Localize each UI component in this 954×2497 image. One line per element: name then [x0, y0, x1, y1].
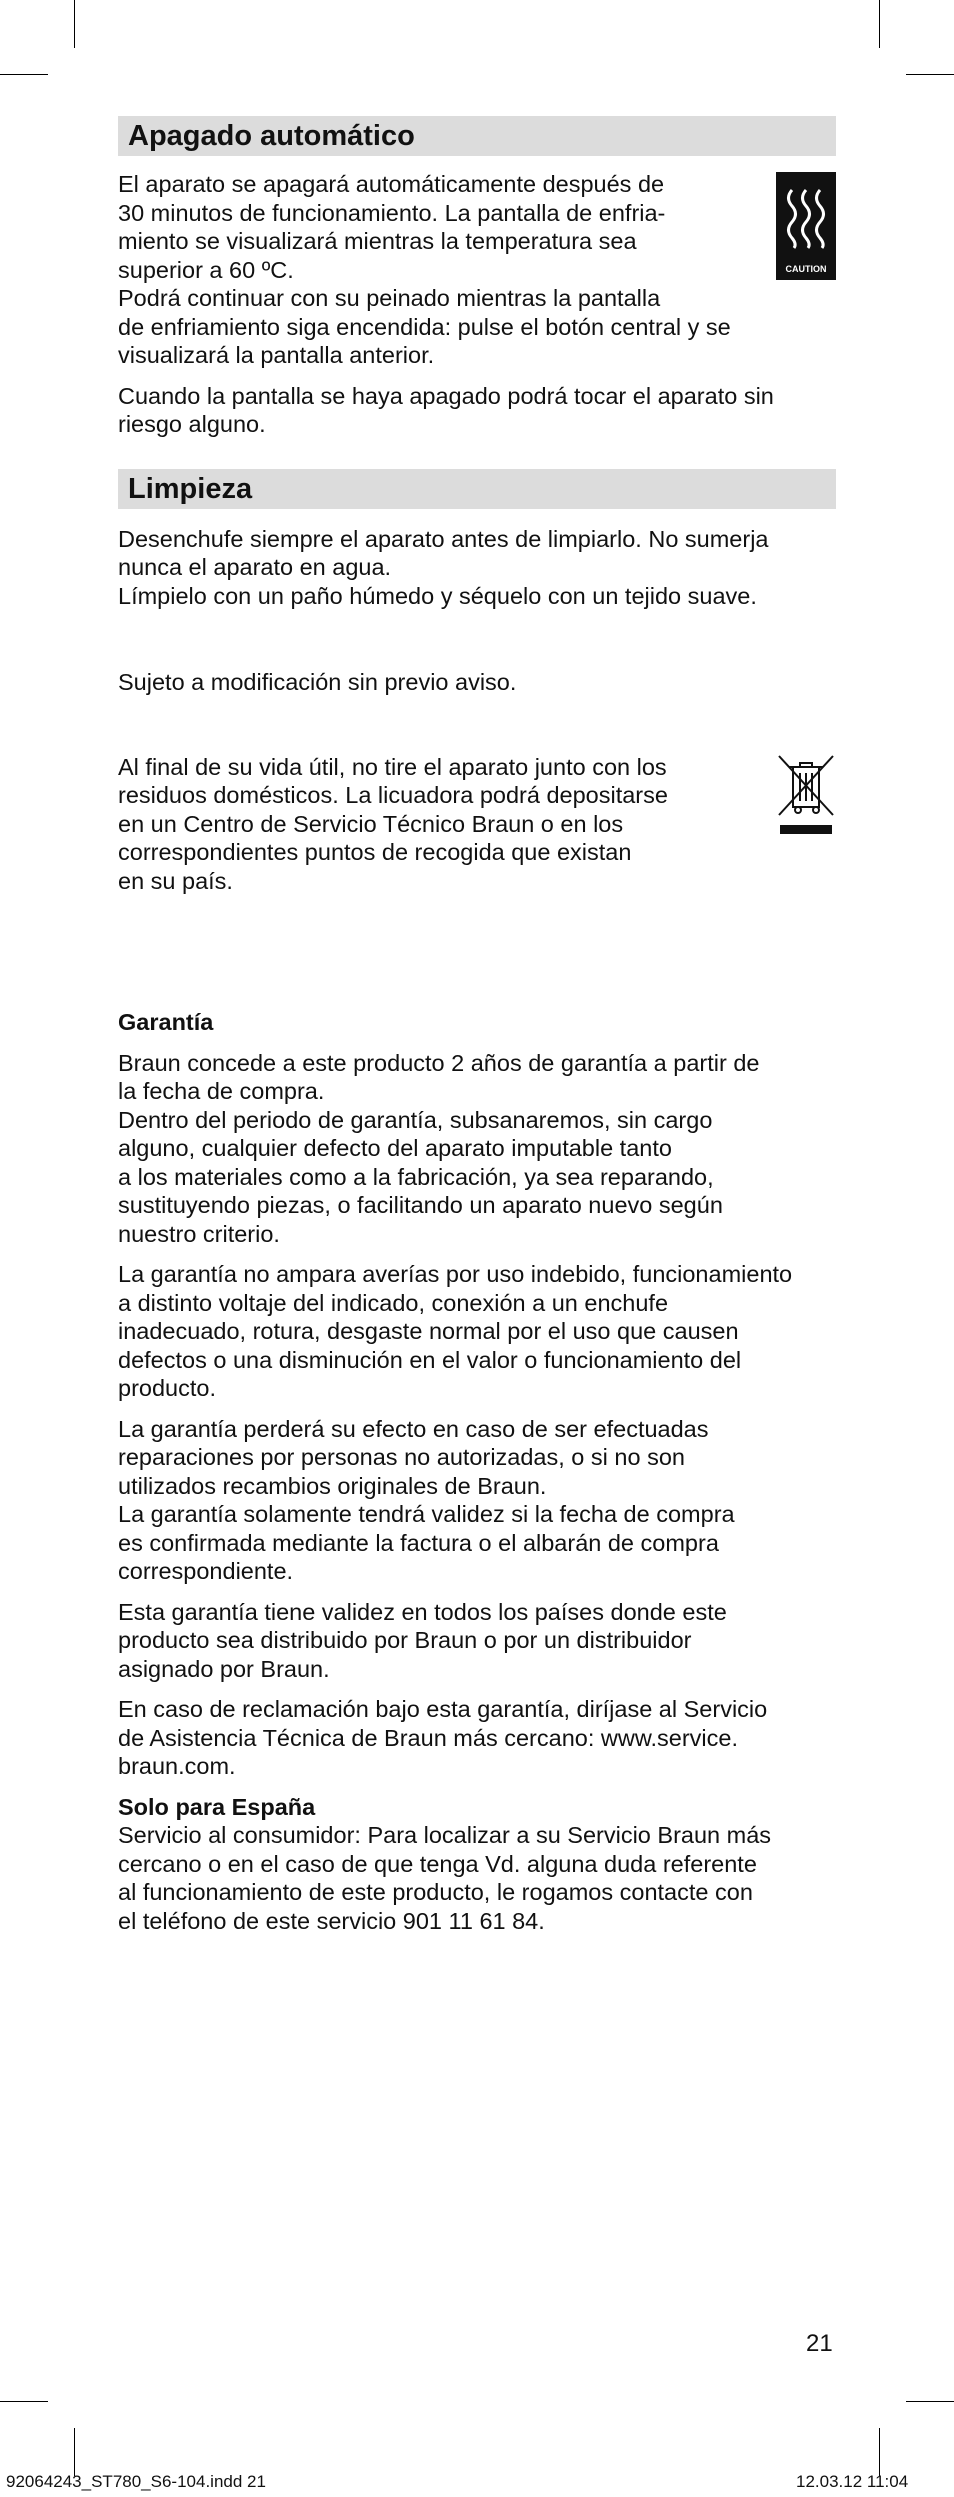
text-line: Al final de su vida útil, no tire el aparato junto con los: [118, 753, 667, 780]
crop-mark: [906, 74, 954, 75]
change-notice: Sujeto a modificación sin previo aviso.: [118, 669, 517, 695]
text-line: El aparato se apagará automáticamente después de: [118, 171, 665, 197]
spain-heading: Solo para España: [118, 1793, 316, 1820]
disposal-section: [118, 753, 836, 896]
crop-mark: [0, 2401, 48, 2402]
slug-file-info: 92064243_ST780_S6-104.indd 21: [6, 2472, 266, 2491]
text-line: superior a 60 ºC.: [118, 256, 294, 283]
text-line: a los materiales como a la fabricación, ya sea reparando,: [118, 1163, 714, 1190]
text-line: sustituyendo piezas, o facilitando un aparato nuevo según: [118, 1192, 723, 1218]
text-line: inadecuado, rotura, desgaste normal por el uso que causen: [118, 1318, 739, 1344]
spain-paragraph: [118, 1821, 836, 1935]
text-line: braun.com.: [118, 1753, 236, 1779]
text-line: utilizados recambios originales de Braun.: [118, 1472, 547, 1499]
text-line: miento se visualizará mientras la temperatura sea: [118, 228, 637, 254]
auto-off-section: [118, 170, 836, 439]
text-line: Braun concede a este producto 2 años de garantía a partir de: [118, 1049, 760, 1076]
crop-mark: [74, 2428, 75, 2476]
caution-hot-surface-icon: [776, 172, 836, 280]
text-line: producto sea distribuido por Braun o por un distribuidor: [118, 1627, 692, 1653]
text-line: al funcionamiento de este producto, le rogamos contacte con: [118, 1879, 753, 1905]
text-line: Cuando la pantalla se haya apagado podrá tocar el aparato sin: [118, 382, 774, 409]
text-line: alguno, cualquier defecto del aparato imputable tanto: [118, 1135, 672, 1161]
text-line: producto.: [118, 1375, 216, 1401]
text-line: La garantía solamente tendrá validez si la fecha de compra: [118, 1501, 735, 1527]
slug-date-time: 12.03.12 11:04: [796, 2472, 909, 2491]
crop-mark: [879, 2428, 880, 2476]
text-line: defectos o una disminución en el valor o funcionamiento del: [118, 1346, 742, 1373]
cleaning-paragraph: [118, 525, 836, 611]
text-line: cercano o en el caso de que tenga Vd. alguna duda referente: [118, 1850, 757, 1877]
warranty-section: [118, 1049, 836, 1781]
crop-mark: [0, 74, 48, 75]
text-line: visualizará la pantalla anterior.: [118, 342, 435, 368]
text-line: de enfriamiento siga encendida: pulse el botón central y se: [118, 313, 731, 340]
section-heading-auto-off: Apagado automático: [118, 116, 836, 156]
text-line: el teléfono de este servicio 901 11 61 84.: [118, 1907, 545, 1934]
text-line: nuestro criterio.: [118, 1220, 280, 1247]
text-line: es confirmada mediante la factura o el albarán de compra: [118, 1529, 719, 1556]
text-line: Servicio al consumidor: Para localizar a su Servicio Braun más: [118, 1822, 772, 1848]
auto-off-paragraph-1: [118, 170, 836, 370]
crop-mark: [74, 0, 75, 48]
text-line: correspondientes puntos de recogida que existan: [118, 839, 632, 865]
page-number: 21: [806, 2330, 833, 2357]
text-line: La garantía perderá su efecto en caso de ser efectuadas: [118, 1415, 709, 1442]
text-line: riesgo alguno.: [118, 411, 266, 437]
text-line: nunca el aparato en agua.: [118, 554, 392, 580]
warranty-heading: Garantía: [118, 1009, 214, 1035]
text-line: en un Centro de Servicio Técnico Braun o en los: [118, 810, 624, 837]
caution-icon-label: CAUTION: [785, 264, 827, 274]
text-line: la fecha de compra.: [118, 1078, 325, 1104]
text-line: asignado por Braun.: [118, 1655, 330, 1682]
section-heading-cleaning: Limpieza: [118, 469, 836, 509]
warranty-paragraph: [118, 1415, 836, 1586]
crop-mark: [879, 0, 880, 48]
text-line: Podrá continuar con su peinado mientras la pantalla: [118, 285, 661, 311]
warranty-paragraph: [118, 1260, 836, 1403]
text-line: a distinto voltaje del indicado, conexión a un enchufe: [118, 1289, 669, 1316]
warranty-paragraph: [118, 1598, 836, 1684]
warranty-paragraph: [118, 1049, 836, 1249]
disposal-paragraph: [118, 753, 836, 896]
crop-mark: [906, 2401, 954, 2402]
text-line: Esta garantía tiene validez en todos los países donde este: [118, 1598, 727, 1625]
auto-off-paragraph-2: [118, 382, 836, 439]
text-line: Desenchufe siempre el aparato antes de limpiarlo. No sumerja: [118, 525, 769, 552]
text-line: residuos domésticos. La licuadora podrá depositarse: [118, 782, 668, 808]
text-line: En caso de reclamación bajo esta garantía, diríjase al Servicio: [118, 1696, 768, 1722]
text-line: correspondiente.: [118, 1558, 294, 1584]
text-line: en su país.: [118, 867, 233, 894]
page-content: [118, 116, 836, 1935]
crossed-out-bin-icon: [776, 753, 836, 843]
text-line: Límpielo con un paño húmedo y séquelo con un tejido suave.: [118, 582, 757, 609]
text-line: La garantía no ampara averías por uso indebido, funcionamiento: [118, 1261, 793, 1287]
text-line: Dentro del periodo de garantía, subsanaremos, sin cargo: [118, 1106, 713, 1133]
text-line: 30 minutos de funcionamiento. La pantalla de enfria-: [118, 199, 666, 226]
text-line: reparaciones por personas no autorizadas, o si no son: [118, 1444, 685, 1470]
warranty-paragraph: [118, 1695, 836, 1781]
text-line: de Asistencia Técnica de Braun más cercano: www.service.: [118, 1724, 738, 1751]
